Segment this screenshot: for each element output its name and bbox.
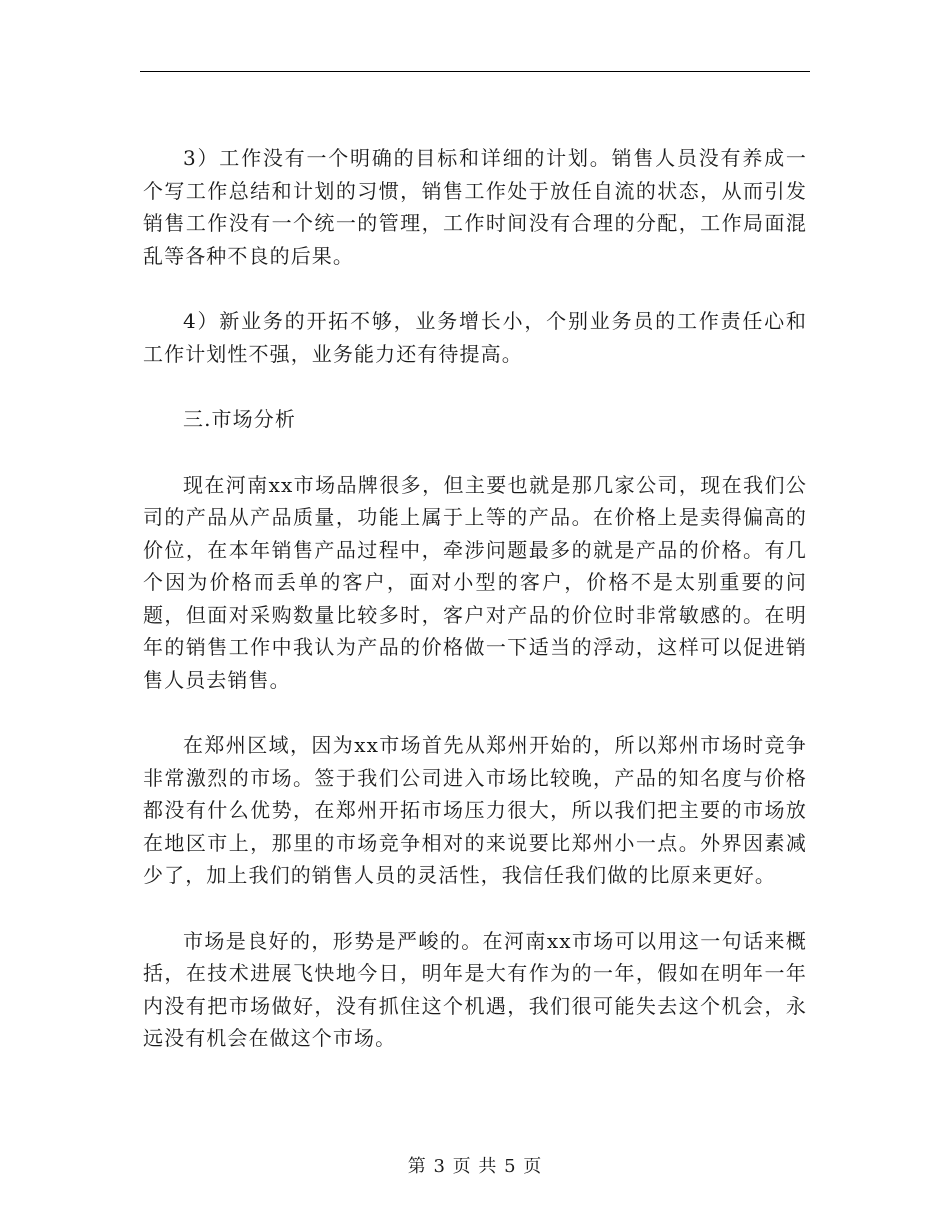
header-rule <box>140 71 810 72</box>
paragraph-henan-market: 现在河南xx市场品牌很多，但主要也就是那几家公司，现在我们公司的产品从产品质量，功能上属于上等的产品。在价格上是卖得偏高的价位，在本年销售产品过程中，牵涉问题最多的就是产品的价格。有几个因为价格而丢单的客户，面对小型的客户，价格不是太别重要的问题，但面对采购数量比较多时，客户对产品的价位时非常敏感的。在明年的销售工作中我认为产品的价格做一下适当的浮动，这样可以促进销售人员去销售。 <box>143 472 807 692</box>
document-body <box>143 142 807 1055</box>
paragraph-work-plan: 3）工作没有一个明确的目标和详细的计划。销售人员没有养成一个写工作总结和计划的习惯，销售工作处于放任自流的状态，从而引发销售工作没有一个统一的管理，工作时间没有合理的分配，工作局面混乱等各种不良的后果。 <box>143 146 807 268</box>
page-number: 第 3 页 共 5 页 <box>407 1156 543 1177</box>
paragraph-zhengzhou-region: 在郑州区域，因为xx市场首先从郑州开始的，所以郑州市场时竞争非常激烈的市场。签于我们公司进入市场比较晚，产品的知名度与价格都没有什么优势，在郑州开拓市场压力很大，所以我们把主要的市场放在地区市上，那里的市场竞争相对的来说要比郑州小一点。外界因素减少了，加上我们的销售人员的灵活性，我信任我们做的比原来更好。 <box>143 733 807 887</box>
paragraph-new-business: 4）新业务的开拓不够，业务增长小，个别业务员的工作责任心和工作计划性不强，业务能力还有待提高。 <box>143 309 807 366</box>
section-heading-market-analysis: 三.市场分析 <box>183 407 296 431</box>
paragraph-market-outlook: 市场是良好的，形势是严峻的。在河南xx市场可以用这一句话来概括，在技术进展飞快地今日，明年是大有作为的一年，假如在明年一年内没有把市场做好，没有抓住这个机遇，我们很可能失去这个机会，永远没有机会在做这个市场。 <box>143 928 807 1050</box>
